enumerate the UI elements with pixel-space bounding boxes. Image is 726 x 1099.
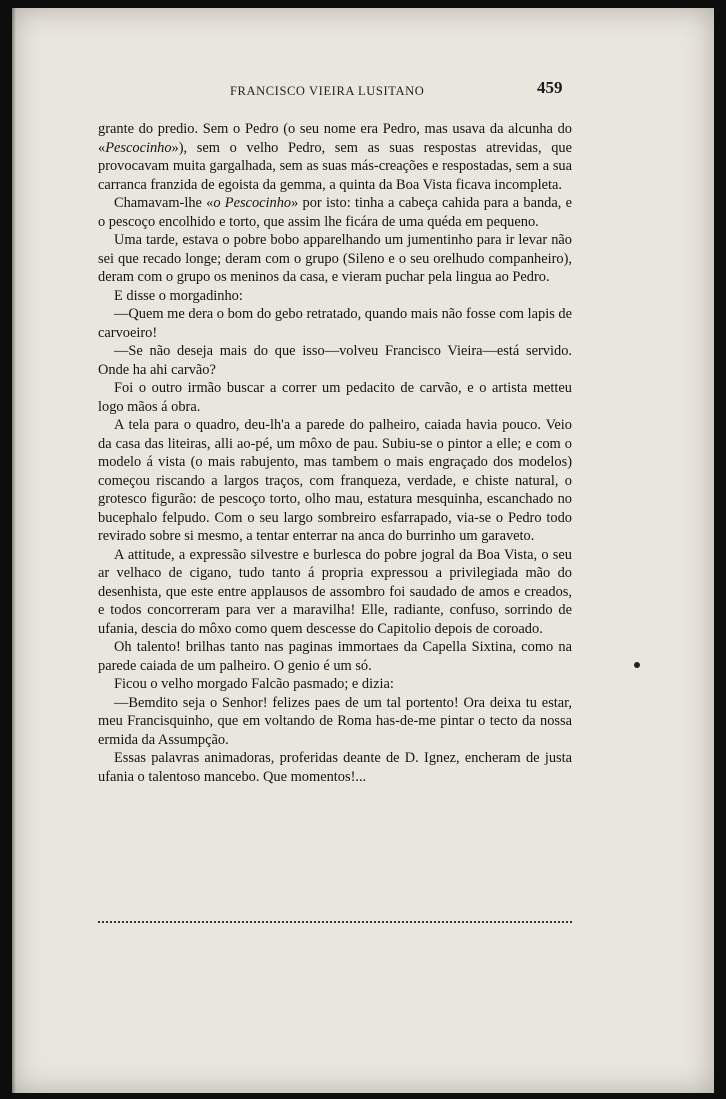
page-number: 459 <box>537 78 563 97</box>
paragraph <box>98 194 572 231</box>
text-run: »), sem o velho Pedro, sem as suas respostas atrevidas, que provocavam muita gargalhada, sem as suas más-creações e respostadas, sem a sua carranca franzida de egoista da gemma, a quinta da Boa Vista ficava incompleta. <box>98 139 572 193</box>
text-run: Chamavam-lhe « <box>114 195 214 211</box>
paragraph <box>98 546 572 639</box>
paragraph <box>98 120 572 194</box>
page-header <box>12 78 714 102</box>
text-run: A attitude, a expressão silvestre e burlesca do pobre jogral da Boa Vista, o seu ar velhaco de cigano, tudo tanto á propria expressou a privilegiada mão do desenhista, que este entre applausos de assombro foi saudado de amos e creados, e todos concorreram para ver a maravilha! Elle, radiante, confuso, sorrindo de ufania, descia do môxo como quem descesse do Capitolio depois de coroado. <box>98 546 572 637</box>
ink-speck <box>634 662 640 668</box>
text-run: Oh talento! brilhas tanto nas paginas immortaes da Capella Sixtina, como na parede caiada de um palheiro. O genio é um só. <box>98 639 572 674</box>
text-run: » por isto: tinha a cabeça cahida para a banda, e o pescoço encolhido e torto, que assim lhe ficára de uma quéda em pequeno. <box>98 195 572 230</box>
paragraph <box>98 638 572 675</box>
paragraph <box>98 305 572 342</box>
italic-text: o Pescocinho <box>213 195 292 211</box>
text-run: Uma tarde, estava o pobre bobo apparelhando um jumentinho para ir levar não sei que recado longe; deram com o grupo (Sileno e o seu orelhudo companheiro), deram com o grupo os meninos da casa, e vieram puchar pela lingua ao Pedro. <box>98 232 572 285</box>
page-edge-shadow <box>12 8 16 1093</box>
running-title: FRANCISCO VIEIRA LUSITANO <box>230 84 425 98</box>
text-run: Ficou o velho morgado Falcão pasmado; e dizia: <box>114 676 394 692</box>
text-run: —Se não deseja mais do que isso—volveu Francisco Vieira—está servido. Onde ha ahi carvão? <box>98 343 572 378</box>
text-run: E disse o morgadinho: <box>114 287 243 304</box>
body-text <box>98 120 572 786</box>
book-page <box>12 8 714 1093</box>
paragraph <box>98 749 572 786</box>
text-run: —Quem me dera o bom do gebo retratado, quando mais não fosse com lapis de carvoeiro! <box>98 306 572 341</box>
text-run: —Bemdito seja o Senhor! felizes paes de um tal portento! Ora deixa tu estar, meu Francisquinho, que em voltando de Roma has-de-me pintar o tecto da nossa ermida da Assumpção. <box>98 694 572 748</box>
text-run: A tela para o quadro, deu-lh'a a parede do palheiro, caiada havia pouco. Veio da casa das liteiras, alli ao-pé, um môxo de pau. Subiu-se o pintor a elle; e com o modelo á vista (o mais rabujento, mas tambem o mais engraçado dos modelos) começou riscando a largos traços, com franqueza, verdade, e chiste natural, o grotesco figurão: de pescoço torto, olho mau, estatura mesquinha, escanchado no bucephalo felpudo. Com o seu largo sombreiro esfarrapado, via-se o Pedro todo revirado sobre si mesmo, a tentar enterrar na anca do burrinho um garaveto. <box>98 417 572 544</box>
text-run: Essas palavras animadoras, proferidas deante de D. Ignez, encheram de justa ufania o talentoso mancebo. Que momentos!... <box>98 750 572 785</box>
italic-text: Pescocinho <box>105 139 172 156</box>
paragraph <box>98 694 572 750</box>
paragraph <box>98 342 572 379</box>
paragraph <box>98 379 572 416</box>
dotted-rule <box>98 913 572 923</box>
paragraph <box>98 675 572 694</box>
text-run: grante do predio. Sem o Pedro (o seu nome era Pedro, mas usava da alcunha do « <box>98 121 572 156</box>
paragraph <box>98 416 572 546</box>
text-run: Foi o outro irmão buscar a correr um pedacito de carvão, e o artista metteu logo mãos á obra. <box>98 380 572 415</box>
paragraph <box>98 287 572 306</box>
paragraph <box>98 231 572 287</box>
